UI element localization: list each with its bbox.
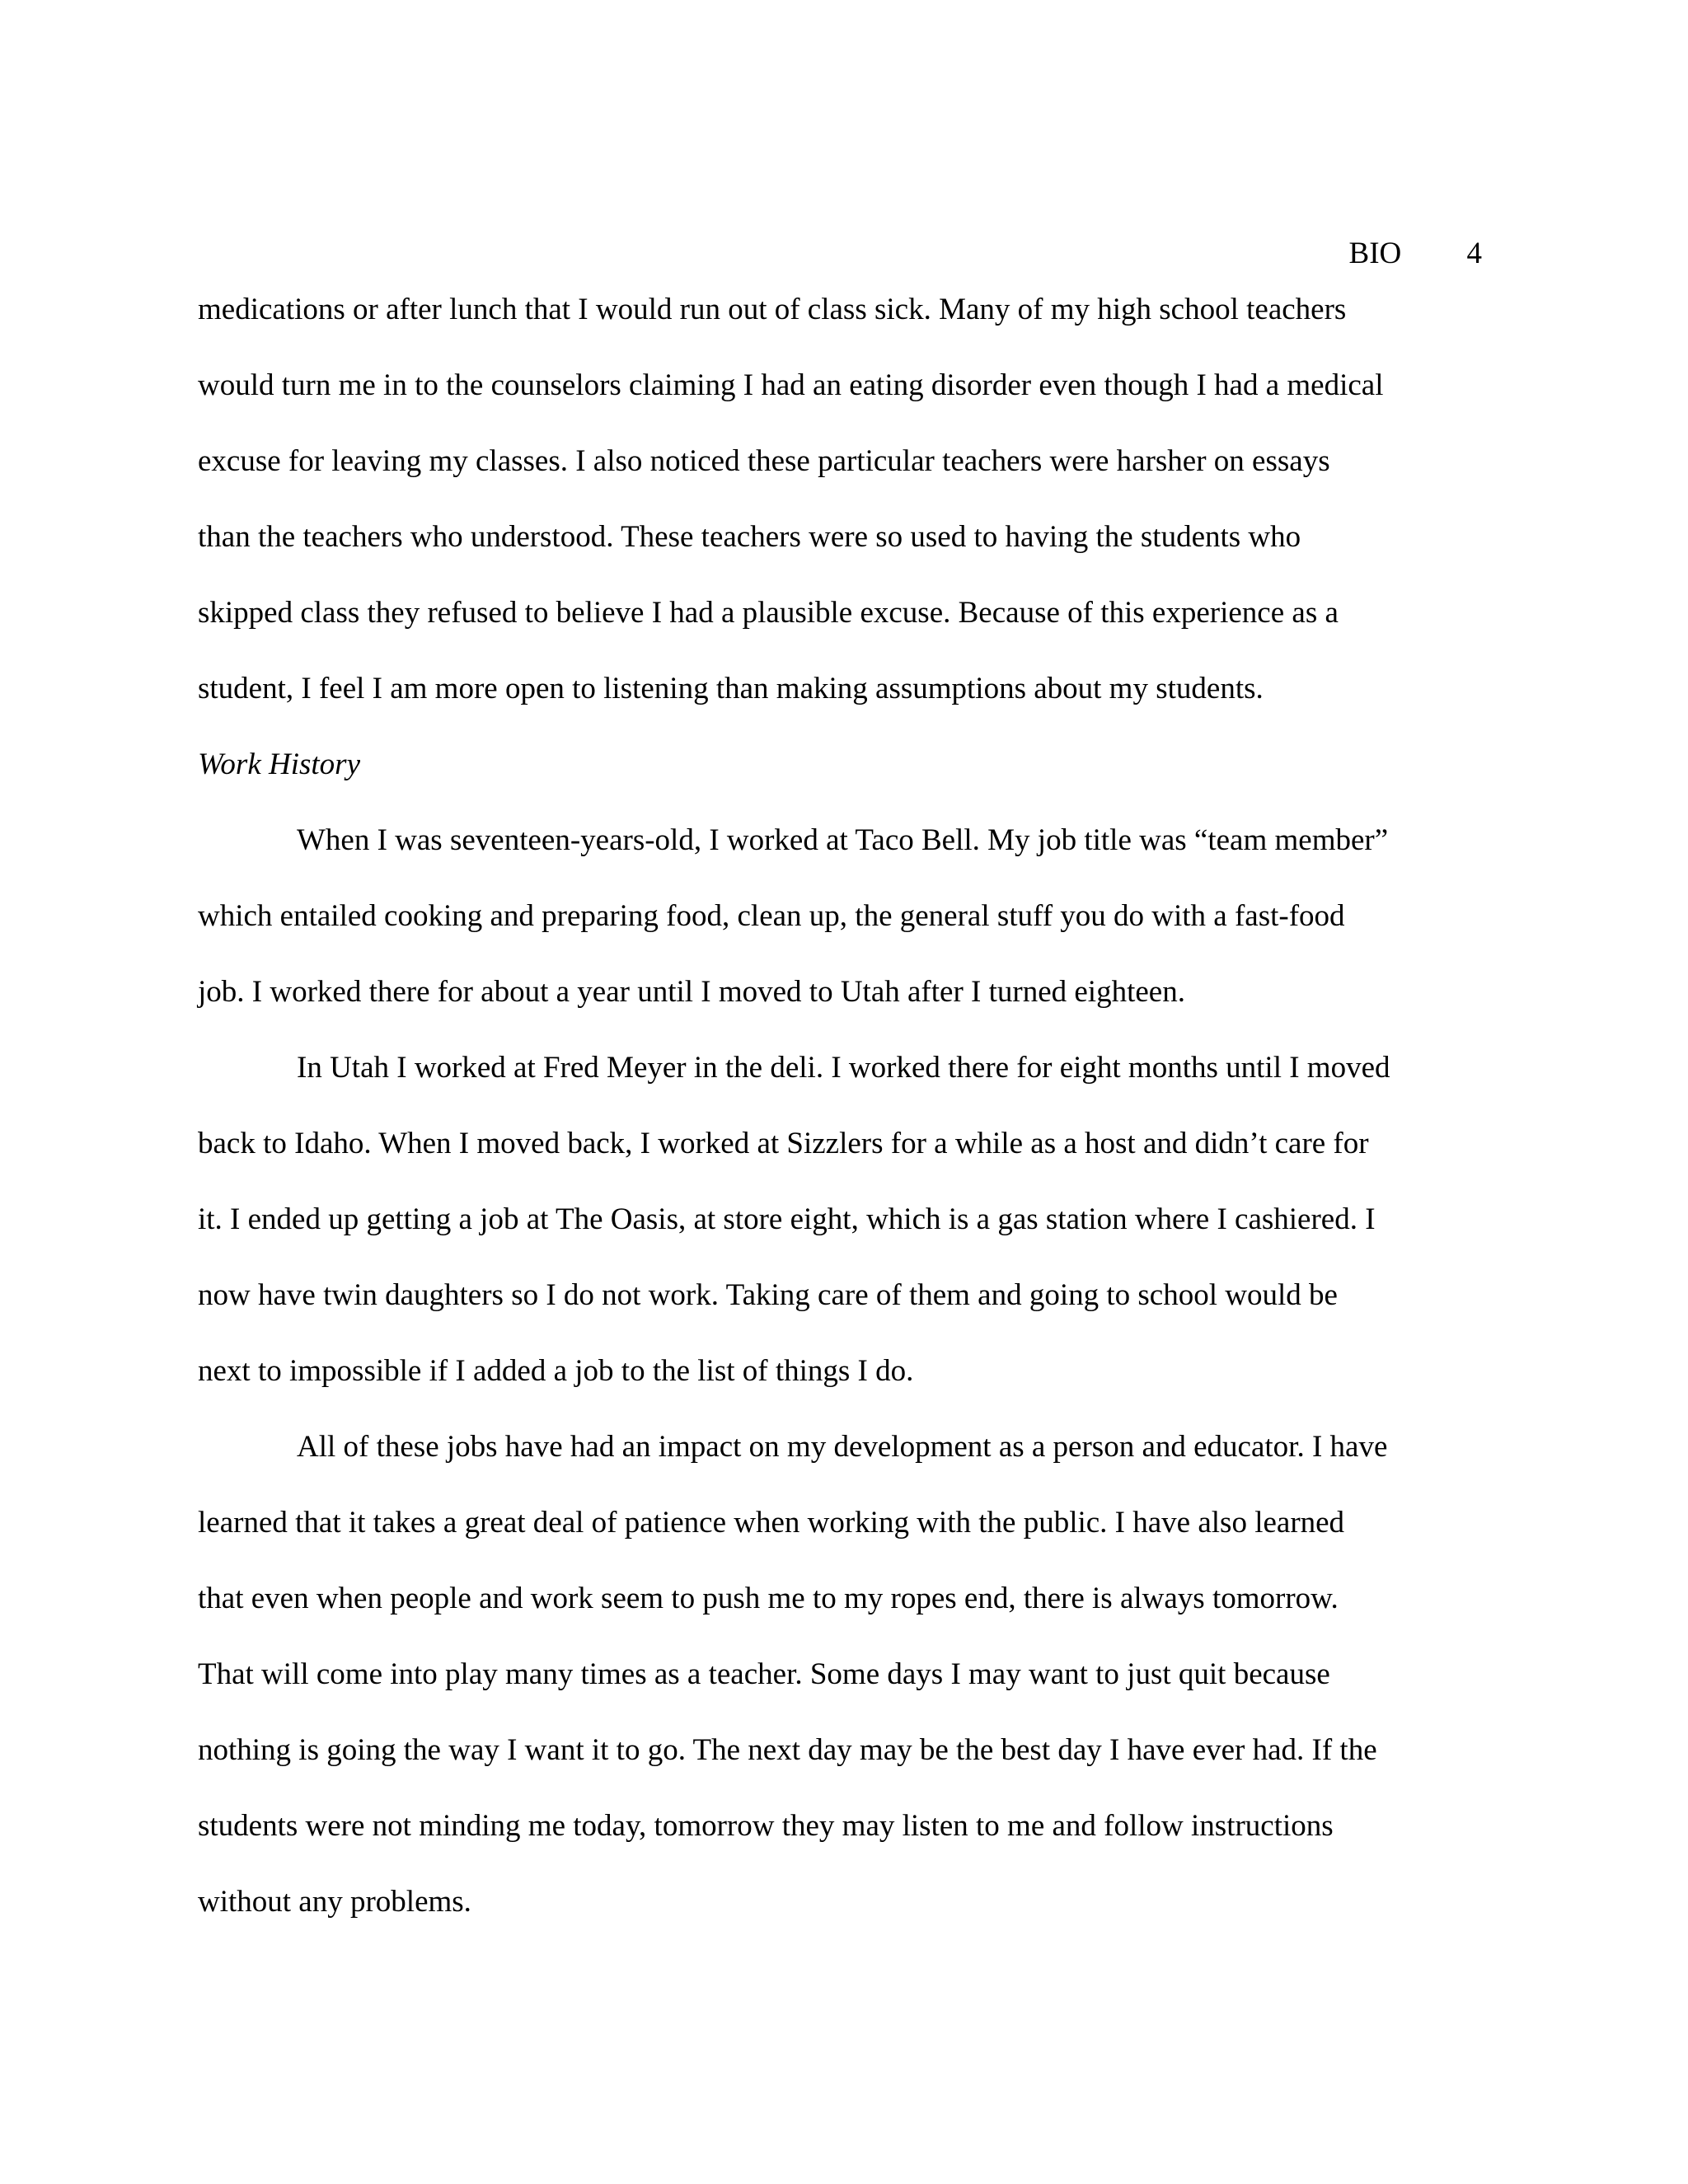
text-line: students were not minding me today, tomorrow they may listen to me and follow instructions bbox=[198, 1809, 1334, 1843]
paragraph bbox=[198, 803, 1496, 1030]
text-line: skipped class they refused to believe I had a plausible excuse. Because of this experience as a bbox=[198, 596, 1339, 630]
page-header bbox=[1349, 233, 1482, 274]
text-line: next to impossible if I added a job to the list of things I do. bbox=[198, 1354, 914, 1388]
text-line: excuse for leaving my classes. I also noticed these particular teachers were harsher on essays bbox=[198, 444, 1330, 478]
text-line: nothing is going the way I want it to go. The next day may be the best day I have ever had. If the bbox=[198, 1733, 1377, 1767]
paragraph bbox=[198, 1409, 1496, 1940]
page-number: 4 bbox=[1466, 237, 1482, 270]
document-body bbox=[198, 272, 1496, 1940]
text-line: would turn me in to the counselors claiming I had an eating disorder even though I had a medical bbox=[198, 368, 1384, 402]
text-line: All of these jobs have had an impact on my development as a person and educator. I have bbox=[297, 1430, 1388, 1464]
text-line: than the teachers who understood. These teachers were so used to having the students who bbox=[198, 520, 1301, 554]
text-line: That will come into play many times as a teacher. Some days I may want to just quit because bbox=[198, 1657, 1330, 1691]
text-line: it. I ended up getting a job at The Oasis, at store eight, which is a gas station where I cashiered. I bbox=[198, 1202, 1376, 1236]
paragraph bbox=[198, 272, 1496, 727]
running-head: BIO bbox=[1348, 237, 1402, 270]
text-line: job. I worked there for about a year until I moved to Utah after I turned eighteen. bbox=[198, 975, 1185, 1009]
text-line: now have twin daughters so I do not work. Taking care of them and going to school would be bbox=[198, 1278, 1338, 1312]
text-line: back to Idaho. When I moved back, I worked at Sizzlers for a while as a host and didn’t care for bbox=[198, 1127, 1369, 1160]
text-line: When I was seventeen-years-old, I worked at Taco Bell. My job title was “team member” bbox=[297, 823, 1389, 857]
text-line: student, I feel I am more open to listening than making assumptions about my students. bbox=[198, 672, 1264, 705]
paragraph bbox=[198, 1030, 1496, 1409]
text-line: medications or after lunch that I would run out of class sick. Many of my high school teachers bbox=[198, 293, 1347, 326]
text-line: that even when people and work seem to push me to my ropes end, there is always tomorrow. bbox=[198, 1582, 1339, 1615]
text-line: which entailed cooking and preparing food, clean up, the general stuff you do with a fast-food bbox=[198, 899, 1345, 933]
section-heading: Work History bbox=[198, 748, 360, 781]
text-line: In Utah I worked at Fred Meyer in the deli. I worked there for eight months until I moved bbox=[297, 1051, 1390, 1085]
text-line: without any problems. bbox=[198, 1885, 471, 1919]
text-line: learned that it takes a great deal of patience when working with the public. I have also learned bbox=[198, 1506, 1345, 1540]
